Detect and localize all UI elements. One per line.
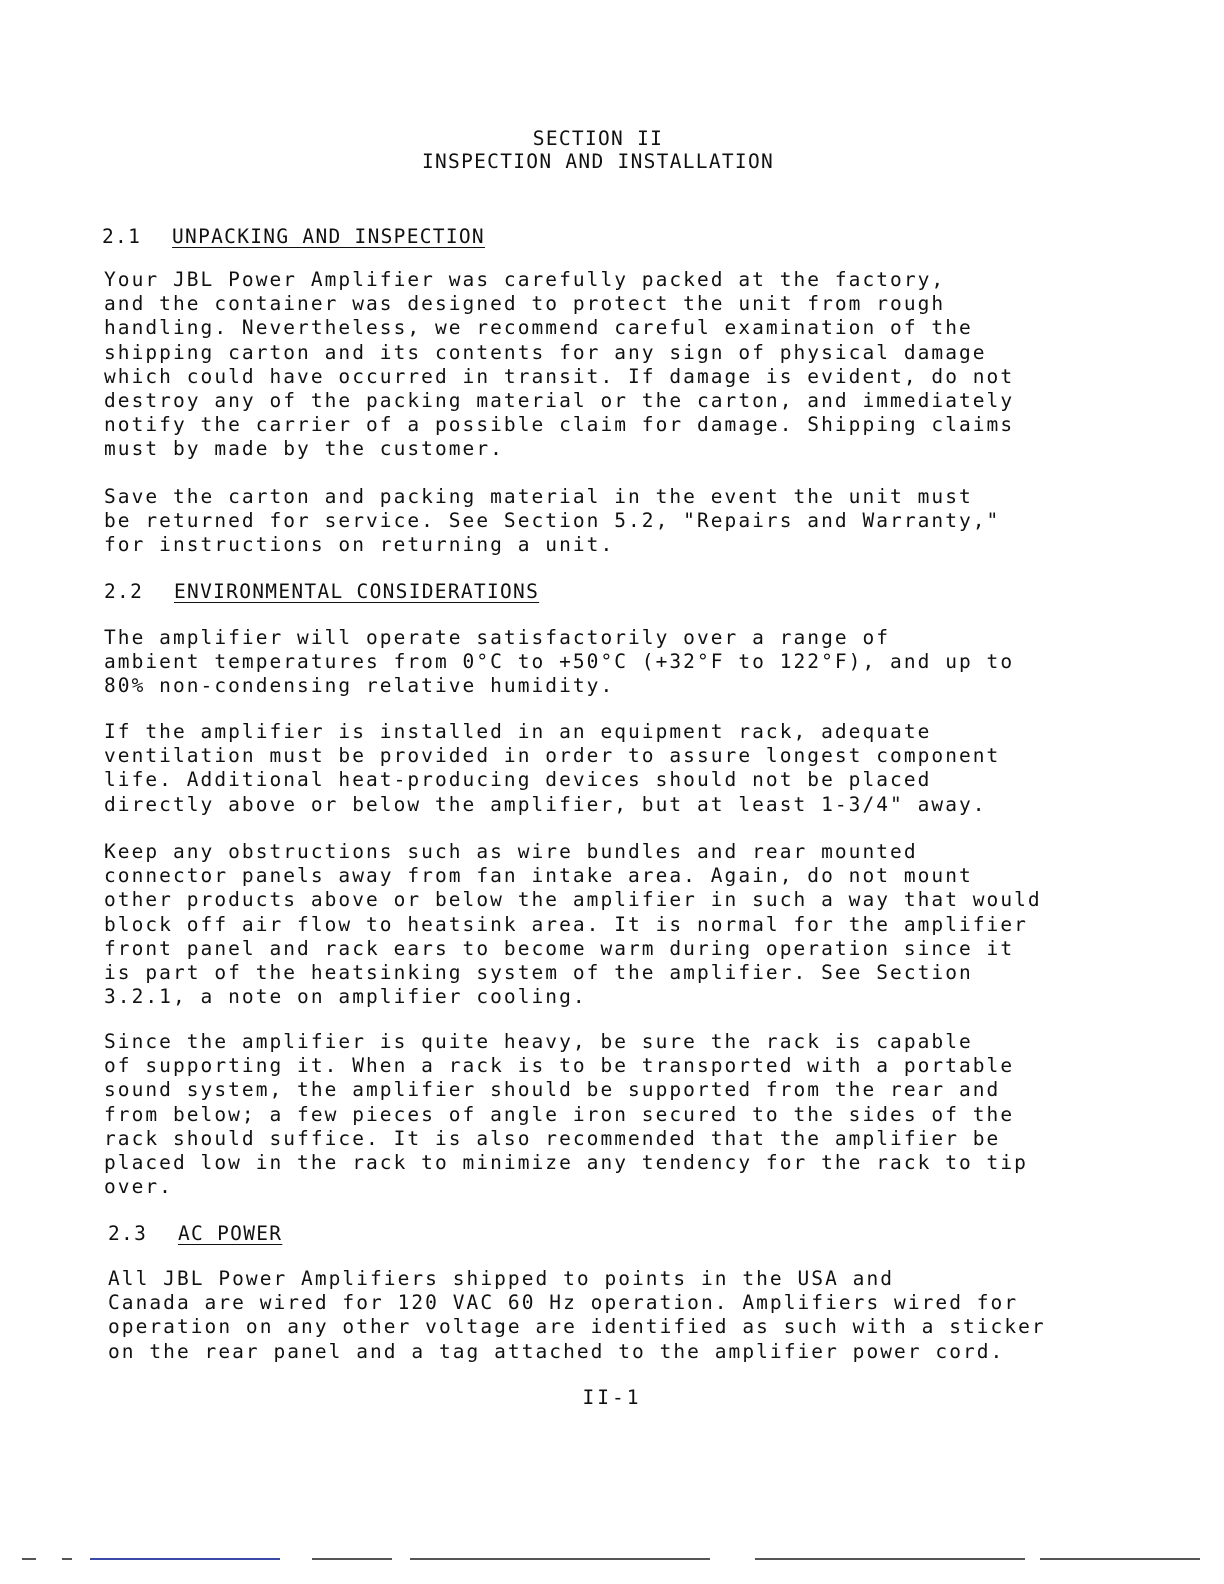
scan-artifact — [62, 1558, 72, 1560]
subsection-heading-2-1 — [102, 225, 485, 248]
subsection-number: 2.1 — [102, 225, 142, 248]
paragraph: Keep any obstructions such as wire bundles and rear mounted connector panels away from fan intake area. Again, do not mount other products above or below the amplifier in such a way that would block off air flow to heatsink area. It is normal for the amplifier front panel and rack ears to become warm during operation since it is part of the heatsinking system of the amplifier. See Section 3.2.1, a note on amplifier cooling. — [104, 840, 1042, 1009]
page-number: II-1 — [582, 1386, 642, 1409]
scan-artifact — [755, 1558, 1025, 1560]
paragraph: The amplifier will operate satisfactorily over a range of ambient temperatures from 0°C to +50°C (+32°F to 122°F), and up to 80% non-condensing relative humidity. — [104, 626, 1015, 698]
paragraph: Your JBL Power Amplifier was carefully packed at the factory, and the container was designed to protect the unit from rough handling. Nevertheless, we recommend careful examination of the shipping carton and its contents for any sign of physical damage which could have occurred in transit. If damage is evident, do not destroy any of the packing material or the carton, and immediately notify the carrier of a possible claim for damage. Shipping claims must by made by the customer. — [104, 268, 1015, 461]
section-heading: SECTION II — [532, 127, 664, 150]
section-title: INSPECTION AND INSTALLATION — [421, 150, 775, 173]
paragraph: Since the amplifier is quite heavy, be sure the rack is capable of supporting it. When a rack is to be transported with a portable sound system, the amplifier should be supported from the rear and from below; a few pieces of angle iron secured to the sides of the rack should suffice. It is also recommended that the amplifier be placed low in the rack to minimize any tendency for the rack to tip over. — [104, 1030, 1028, 1199]
subsection-heading-2-2 — [104, 580, 539, 603]
paragraph: All JBL Power Amplifiers shipped to points in the USA and Canada are wired for 120 VAC 60 Hz operation. Amplifiers wired for operation on any other voltage are identified as such with a sticker on the rear panel and a tag attached to the amplifier power cord. — [108, 1267, 1046, 1363]
scan-artifact — [1040, 1558, 1200, 1560]
scan-artifact — [22, 1558, 36, 1560]
scan-artifact — [410, 1558, 710, 1560]
scan-artifact — [90, 1558, 280, 1560]
paragraph: If the amplifier is installed in an equipment rack, adequate ventilation must be provided in order to assure longest component life. Additional heat-producing devices should not be placed directly above or below the amplifier, but at least 1-3/4" away. — [104, 720, 1001, 816]
paragraph: Save the carton and packing material in the event the unit must be returned for service. See Section 5.2, "Repairs and Warranty," for instructions on returning a unit. — [104, 485, 1001, 557]
subsection-number: 2.3 — [108, 1222, 148, 1245]
scan-artifact — [312, 1558, 392, 1560]
subsection-title: AC POWER — [178, 1222, 283, 1245]
subsection-heading-2-3 — [108, 1222, 282, 1245]
subsection-title: UNPACKING AND INSPECTION — [172, 225, 485, 248]
subsection-number: 2.2 — [104, 580, 144, 603]
subsection-title: ENVIRONMENTAL CONSIDERATIONS — [174, 580, 540, 603]
